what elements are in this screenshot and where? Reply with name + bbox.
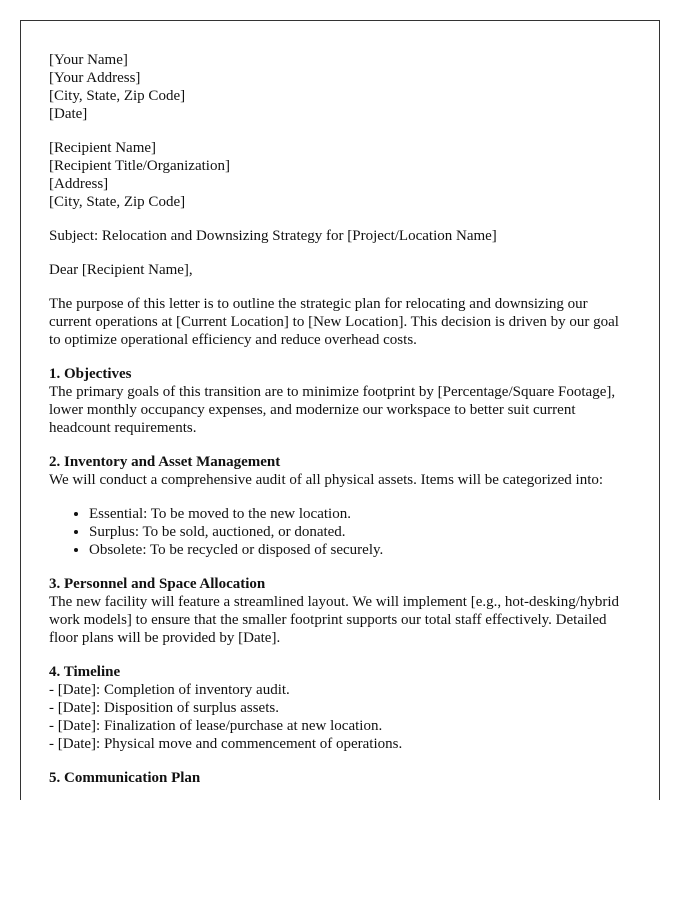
sender-city: [City, State, Zip Code] [49,88,186,104]
section-body: The new facility will feature a streamlined layout. We will implement [e.g., hot-desking/hybrid work models] to ensure that the smaller footprint supports our total staff effectively. Detailed floor plans will be provided by [Date]. [49,594,620,646]
section-body: We will conduct a comprehensive audit of all physical assets. Items will be categorized into: [49,472,604,488]
recipient-address: [Address] [49,176,109,192]
sender-name: [Your Name] [49,52,128,68]
recipient-block [49,139,631,211]
section-heading: 1. Objectives [49,366,132,382]
timeline-item: - [Date]: Completion of inventory audit. [49,682,290,698]
section-timeline [49,663,631,753]
section-inventory [49,453,631,559]
section-body: The primary goals of this transition are to minimize footprint by [Percentage/Square Footage], lower monthly occupancy expenses, and modernize our workspace to better suit current headcount requirements. [49,384,616,436]
section-communication [49,769,631,787]
list-item: • Obsolete: To be recycled or disposed of securely. [89,541,631,559]
salutation: Dear [Recipient Name], [49,262,193,278]
recipient-city: [City, State, Zip Code] [49,194,186,210]
recipient-title: [Recipient Title/Organization] [49,158,230,174]
section-heading: 4. Timeline [49,664,121,680]
asset-category-list [49,505,631,559]
sender-address: [Your Address] [49,70,141,86]
timeline-item: - [Date]: Disposition of surplus assets. [49,700,279,716]
section-personnel [49,575,631,647]
list-item: • Surplus: To be sold, auctioned, or donated. [89,523,631,541]
section-heading: 5. Communication Plan [49,770,201,786]
subject-line: Subject: Relocation and Downsizing Strategy for [Project/Location Name] [49,228,497,244]
section-objectives [49,365,631,437]
timeline-item: - [Date]: Physical move and commencement of operations. [49,736,403,752]
intro-paragraph: The purpose of this letter is to outline the strategic plan for relocating and downsizing our current operations at [Current Location] to [New Location]. This decision is driven by our goal to optimize operational efficiency and reduce overhead costs. [49,296,619,348]
sender-date: [Date] [49,106,88,122]
recipient-name: [Recipient Name] [49,140,157,156]
list-item: • Essential: To be moved to the new location. [89,505,631,523]
section-heading: 2. Inventory and Asset Management [49,454,281,470]
sender-block [49,51,631,123]
timeline-item: - [Date]: Finalization of lease/purchase at new location. [49,718,383,734]
letter-page [20,20,660,800]
section-heading: 3. Personnel and Space Allocation [49,576,266,592]
